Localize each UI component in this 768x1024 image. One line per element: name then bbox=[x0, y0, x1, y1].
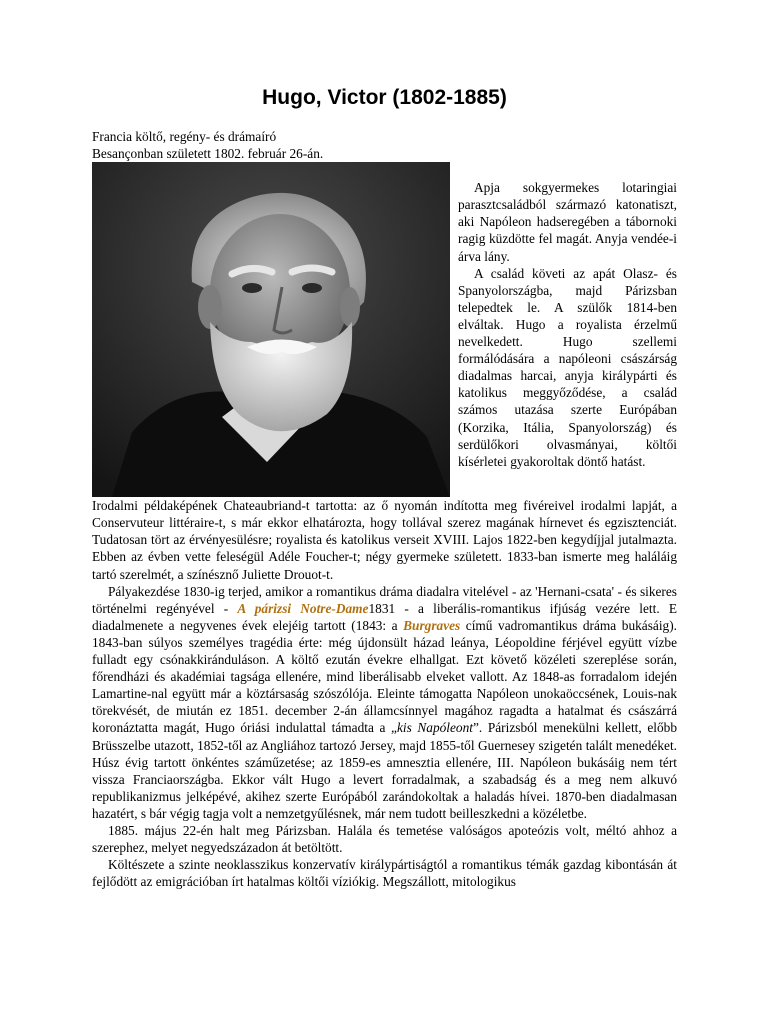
paragraph-4 bbox=[92, 583, 677, 822]
portrait-photo bbox=[92, 162, 450, 497]
paragraph-6: Költészete a szinte neoklasszikus konzervatív királypártiságtól a romantikus témák gazdag kibontásán át fejlődött az emigrációban írt hatalmas költői víziókig. Megszállott, mitologikus bbox=[92, 857, 677, 890]
paragraph-4-part-d: ”. Párizsból menekülni kellett, előbb Brüsszelbe utazott, 1852-től az Angliához tartozó Jersey, majd 1855-től Guernesey szigetén talált menedéket. Húsz évig tartott önkéntes száműzetése; az 1859-es amnesztia ellenére, III. Napóleon bukásáig nem tért vissza Franciaországba. Ekkor vált Hugo a levert forradalmak, a szabadság és a meg nem alkuvó republikanizmus jelképévé, akihez szerte Európából zarándokoltak a haladás hívei. 1870-ben diadalmasan hazatért, s bár végig tagja volt a nemzetgyűlésnek, már nem tudott beilleszkedni a közéletbe. bbox=[92, 720, 677, 821]
paragraph-4-part-b: 1831 - a liberális-romantikus ifjúság vezére lett. E diadalmenete a negyvenes évek elejéig tartott (1843: a bbox=[92, 600, 678, 633]
paragraph-4-part-c: című vadromantikus dráma bukásáig). 1843-ban súlyos személyes tragédia érte: még újdonsült házad leánya, Léopoldine férjével együtt vízbe fulladt egy csónakkiránduláson. A költő ezután évekre elhallgat. Ezt követő közéleti szereplése során, főrendházi és akadémiai tagsága ellenére, mind liberálisabb elveket vallott. Az 1848-as forradalom idején Lamartine-nal együtt már a köztársaság szószólója. Eleinte támogatta Napóleon unokaöccsének, Louis-nak törekvését, de miután ez 1851. december 2-án államcsínnyel magához ragadta a hatalmat és császárrá koronáztatta magát, Hugo óriási indulattal támadta a „ bbox=[92, 617, 677, 736]
article-body bbox=[92, 128, 677, 890]
intro-line-1: Francia költő, regény- és drámaíró bbox=[92, 129, 277, 144]
intro-line-2: Besançonban született 1802. február 26-án. bbox=[92, 146, 324, 162]
paragraph-3: Irodalmi példaképének Chateaubriand-t tartotta: az ő nyomán indította meg fivéreivel irodalmi lapját, a Conservuteur littéraire-t, s már ekkor elhatározta, hogy tollával szerez magának hírnevet és egzisztenciát. Tudatosan tört az érvényesülésre; royalista és katolikus verseit XVIII. Lajos 1822-ben kegydíjjal jutalmazta. Ebben az évben vette feleségül Adéle Foucher-t; négy gyermeke született. 1833-ban ismerte meg haláláig tartó szerelmét, a színésznő Juliette Drouot-t. bbox=[92, 498, 677, 582]
paragraph-1: Apja sokgyermekes lotaringiai parasztcsaládból származó katonatiszt, aki Napóleon hadseregében a tábornoki ragig küzdötte fel magát. Anyja vendée-i árva lány. bbox=[458, 180, 677, 264]
portrait-photo-icon bbox=[92, 162, 450, 497]
paragraph-5: 1885. május 22-én halt meg Párizsban. Halála és temetése valóságos apoteózis volt, méltó ahhoz a szerephez, melyet negyedszázadon át betöltött. bbox=[92, 822, 677, 856]
work-title-kis-napoleon: kis Napóleont bbox=[396, 720, 473, 736]
work-title-notre-dame: A párizsi Notre-Dame bbox=[237, 600, 369, 616]
page-title: Hugo, Victor (1802-1885) bbox=[262, 86, 507, 109]
paragraph-2: A család követi az apát Olasz- és Spanyolországba, majd Párizsban telepedtek le. A szülők 1814-ben elváltak. Hugo a royalista érzelmű nevelkedett. Hugo szellemi formálódására a napóleoni császárság diadalmas harcai, anyja királypárti és katolikus meggyőződése, a család számos utazása szerte Európában (Korzika, Itália, Spanyolország) és serdülőkori olvasmányai, költői kísérletei gyakoroltak döntő hatást. bbox=[458, 265, 677, 469]
work-title-burgraves: Burgraves bbox=[403, 617, 461, 633]
document-page bbox=[92, 84, 677, 890]
paragraph-4-part-a: Pályakezdése 1830-ig terjed, amikor a romantikus dráma diadalra vitelével - az 'Hernani-csata' - és sikeres történelmi regényével - bbox=[92, 583, 677, 616]
